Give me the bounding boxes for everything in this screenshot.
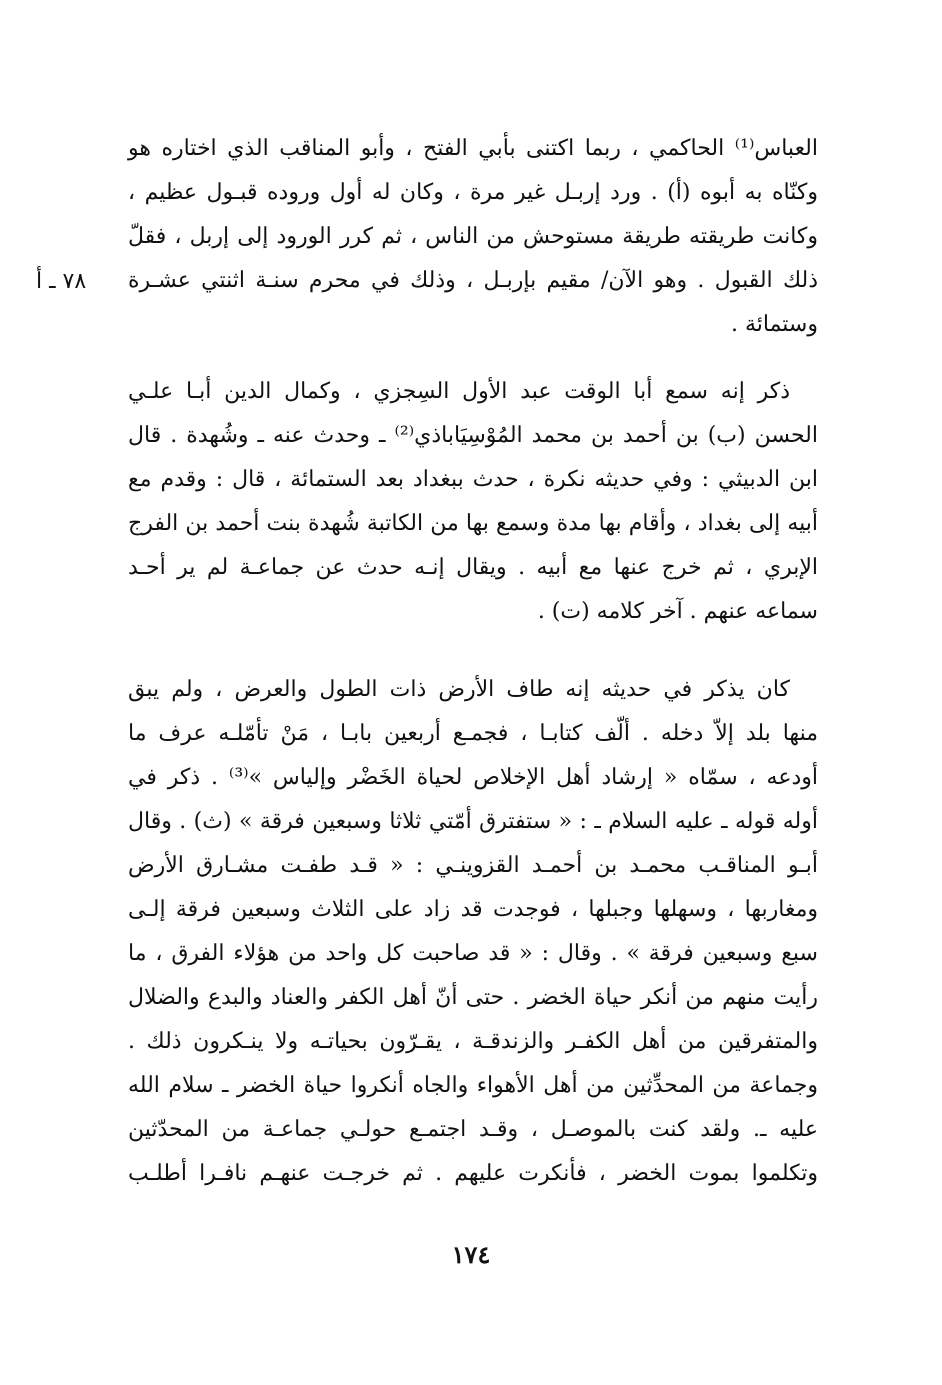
text-line: ذلك القبول . وهو الآن/ مقيم بإربـل ، وذلك في محرم سنـة اثنتي عشـرة <box>128 268 818 293</box>
paragraph-2 <box>128 370 818 634</box>
page-number: ١٧٤ <box>451 1240 491 1269</box>
paragraph-3 <box>128 668 818 1196</box>
text-line: سبع وسبعين فرقة » . وقال : « قد صاحبت كل واحد من هؤلاء الفرق ، ما <box>128 941 818 966</box>
text-line: وستمائة . <box>730 312 818 337</box>
text-line: أوله قوله ـ عليه السلام ـ : « ستفترق أمّتي ثلاثا وسبعين فرقة » (ث) . وقال <box>128 809 818 834</box>
text-line: أبـو المناقـب محمـد بن أحمـد القزوينـي : « قـد طفـت مشـارق الأرض <box>128 853 818 878</box>
text-line: وكنّاه به أبوه (أ) . ورد إربـل غير مرة ، وكان له أول وروده قبـول عظيم ، <box>128 180 818 205</box>
text-line: رأيت منهم من أنكر حياة الخضر . حتى أنّ أهل الكفر والعناد والبدع والضلال <box>128 985 818 1010</box>
text-line: أودعه ، سمّاه « إرشاد أهل الإخلاص لحياة الخَضْر وإلياس »⁽³⁾ . ذكر في <box>128 765 819 790</box>
text-line: وجماعة من المحدِّثين من أهل الأهواء والجاه أنكروا حياة الخضر ـ سلام الله <box>128 1073 818 1098</box>
text-line: كان يذكر في حديثه إنه طاف الأرض ذات الطول والعرض ، ولم يبق <box>128 677 790 702</box>
text-line: عليه ـ. ولقد كنت بالموصـل ، وقـد اجتمـع حولـي جماعـة من المحدّثين <box>128 1117 818 1142</box>
text-line: ابن الدبيثي : وفي حديثه نكرة ، حدث ببغداد بعد الستمائة ، قال : وقدم مع <box>128 467 818 492</box>
margin-folio-note: ٧٨ ـ أ <box>36 269 87 294</box>
text-line: ذكر إنه سمع أبا الوقت عبد الأول السِجزي ، وكمال الدين أبـا علـي <box>128 379 790 404</box>
text-line: ومغاربها ، وسهلها وجبلها ، فوجدت قد زاد على الثلاث وسبعين فرقة إلـى <box>128 897 818 922</box>
text-line: سماعه عنهم . آخر كلامه (ت) . <box>537 599 818 624</box>
text-line: أبيه إلى بغداد ، وأقام بها مدة وسمع بها من الكاتبة شُهدة بنت أحمد بن الفرج <box>128 511 818 536</box>
text-line: الإبري ، ثم خرج عنها مع أبيه . ويقال إنـه حدث عن جماعـة لم ير أحـد <box>128 555 818 580</box>
text-line: وكانت طريقته طريقة مستوحش من الناس ، ثم كرر الورود إلى إربل ، فقلّ <box>128 224 818 249</box>
text-line: الحسن (ب) بن أحمد بن محمد المُوْسِيَاباذي⁽²⁾ ـ وحدث عنه ـ وشُهدة . قال <box>128 423 818 448</box>
paragraph-1 <box>128 127 818 347</box>
text-line: وتكلموا بموت الخضر ، فأنكرت عليهم . ثم خرجـت عنهـم نافـرا أطلـب <box>128 1161 818 1186</box>
text-line: منها بلد إلاّ دخله . ألّف كتابـا ، فجمـع أربعين بابـا ، مَنْ تأمّلـه عرف ما <box>128 721 818 746</box>
text-line: العباس⁽¹⁾ الحاكمي ، ربما اكتنى بأبي الفتح ، وأبو المناقب الذي اختاره هو <box>128 136 818 161</box>
text-line: والمتفرقين من أهل الكفـر والزندقـة ، يقـرّون بحياتـه ولا ينـكرون ذلك . <box>128 1029 818 1054</box>
